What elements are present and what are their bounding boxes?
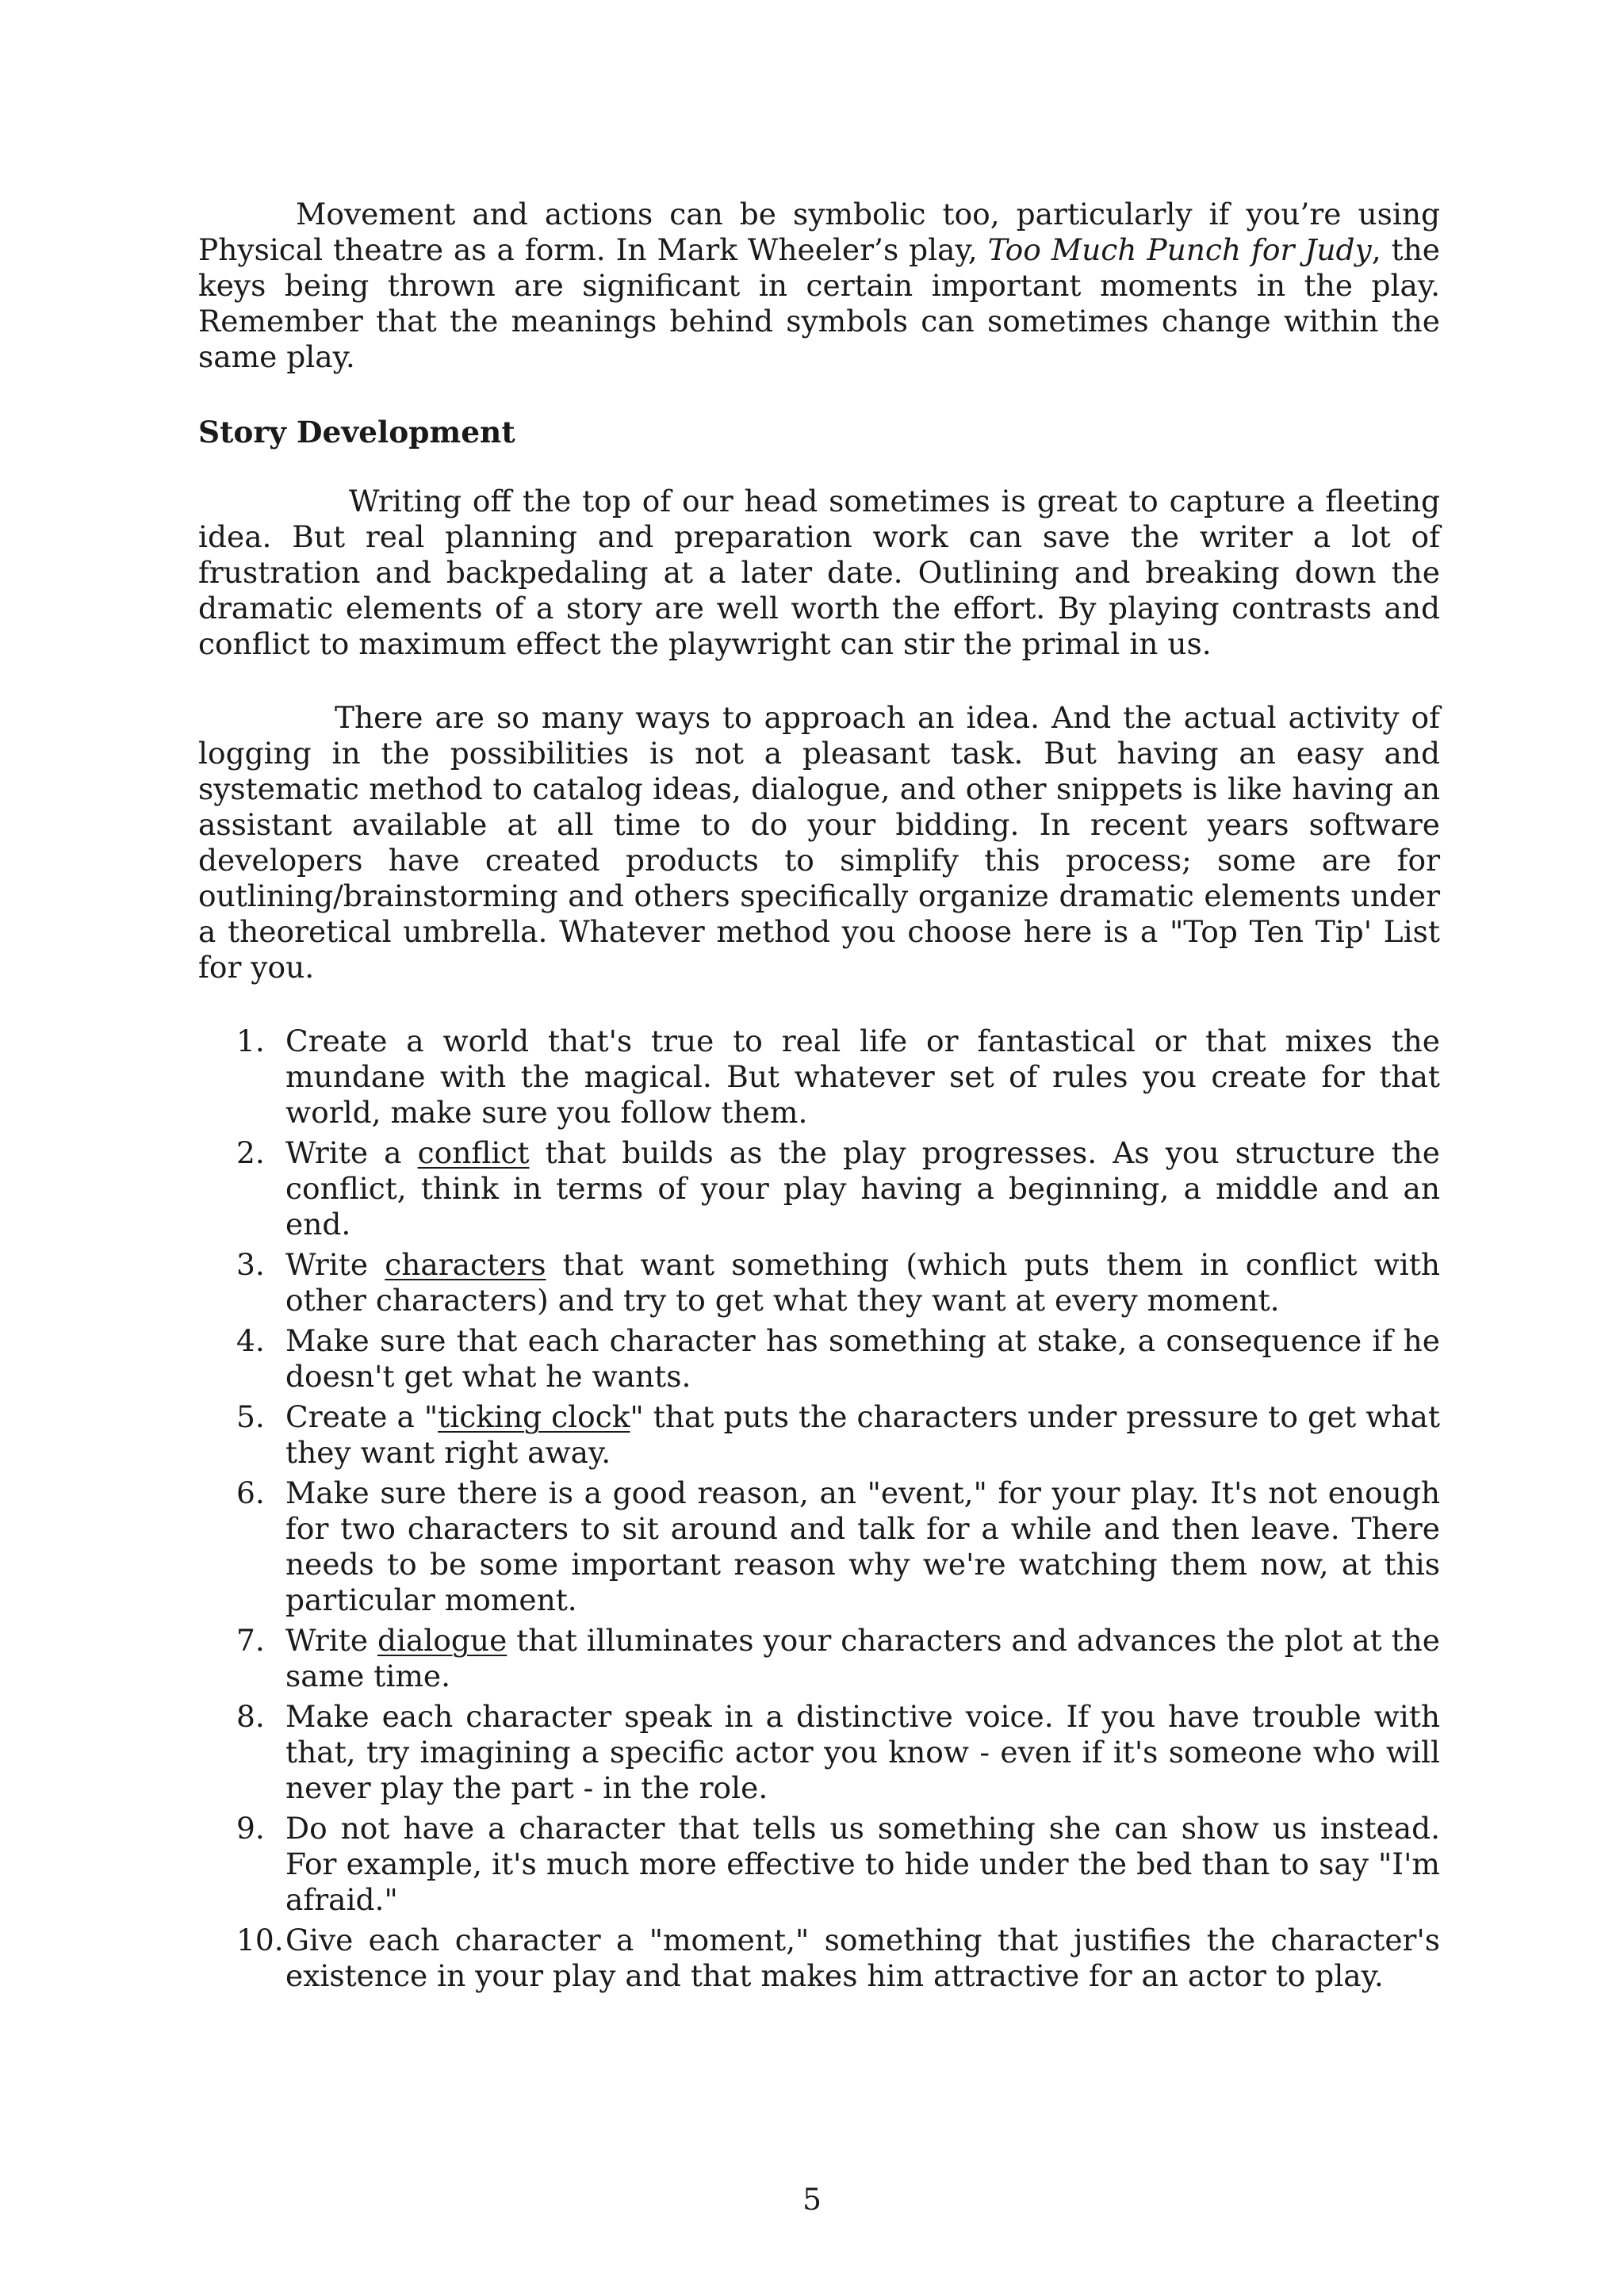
list-item-number: 9.: [236, 1811, 265, 1846]
intro-text-end: , the keys being thrown are significant in certain important moments in the play. Remember that the meanings behind symbols can sometimes change within the same play.: [198, 232, 1440, 374]
list-item-number: 8.: [236, 1699, 265, 1734]
list-item-text: Write: [285, 1247, 385, 1282]
list-item-number: 5.: [236, 1399, 265, 1434]
list-item-text: Give each character a "moment," something that justifies the character's existence in your play and that makes him attractive for an actor to play.: [285, 1923, 1440, 1993]
list-item-number: 3.: [236, 1247, 265, 1282]
list-item: [198, 1475, 1440, 1618]
list-spacer: [198, 985, 1440, 1024]
list-item-number: 2.: [236, 1135, 265, 1170]
list-item: [198, 1623, 1440, 1694]
list-item: [198, 1024, 1440, 1131]
top-ten-tips-list: [198, 1024, 1440, 1994]
list-item-text: Create a ": [285, 1399, 439, 1434]
list-item: [198, 1399, 1440, 1471]
list-item-text: Do not have a character that tells us something she can show us instead. For example, it's much more effective to hide under the bed than to say "I'm afraid.": [285, 1811, 1440, 1917]
list-item-number: 1.: [236, 1024, 265, 1058]
document-page: [198, 197, 1440, 1999]
list-item: [198, 1699, 1440, 1806]
page-number: 5: [802, 2182, 822, 2217]
list-item-text: that illuminates your characters and advances the plot at the same time.: [285, 1623, 1440, 1693]
play-title: Too Much Punch for Judy: [987, 232, 1372, 267]
list-item-text: Write: [285, 1623, 377, 1658]
list-item-text: Make sure that each character has something at stake, a consequence if he doesn't get what he wants.: [285, 1323, 1440, 1394]
list-item-number: 10.: [236, 1923, 284, 1957]
link-conflict[interactable]: conflict: [417, 1135, 530, 1170]
list-item: [198, 1811, 1440, 1918]
paragraph-spacer: [198, 662, 1440, 700]
list-item-text: " that puts the characters under pressure to get what they want right away.: [285, 1399, 1440, 1470]
list-item-text: Write a: [285, 1135, 418, 1170]
list-item-text: Create a world that's true to real life or fantastical or that mixes the mundane with the magical. But whatever set of rules you create for that world, make sure you follow them.: [285, 1024, 1440, 1130]
list-item-text: Make each character speak in a distinctive voice. If you have trouble with that, try imagining a specific actor you know - even if it's someone who will never play the part - in the role.: [285, 1699, 1440, 1805]
story-paragraph-1: Writing off the top of our head sometimes is great to capture a fleeting idea. But real planning and preparation work can save the writer a lot of frustration and backpedaling at a later date. Outlining and breaking down the dramatic elements of a story are well worth the effort. By playing contrasts and conflict to maximum effect the playwright can stir the primal in us.: [198, 484, 1440, 661]
list-item-text: Make sure there is a good reason, an "event," for your play. It's not enough for two characters to sit around and talk for a while and then leave. There needs to be some important reason why we're watching them now, at this particular moment.: [285, 1475, 1440, 1617]
link-dialogue[interactable]: dialogue: [377, 1623, 508, 1658]
list-item-text: that builds as the play progresses. As you structure the conflict, think in terms of your play having a beginning, a middle and an end.: [285, 1135, 1440, 1242]
intro-text-start: Movement and actions can be symbolic too, particularly if you’re using Physical theatre as a form. In Mark Wheeler’s play,: [198, 197, 1440, 267]
link-ticking-clock[interactable]: ticking clock: [438, 1399, 630, 1434]
list-item: [198, 1247, 1440, 1318]
story-paragraph-2: There are so many ways to approach an idea. And the actual activity of logging in the possibilities is not a pleasant task. But having an easy and systematic method to catalog ideas, dialogue, and other snippets is like having an assistant available at all time to do your bidding. In recent years software developers have created products to simplify this process; some are for outlining/brainstorming and others specifically organize dramatic elements under a theoretical umbrella. Whatever method you choose here is a "Top Ten Tip' List for you.: [198, 700, 1440, 985]
intro-paragraph: [198, 197, 1440, 375]
link-characters[interactable]: characters: [385, 1247, 546, 1282]
list-item-number: 6.: [236, 1475, 265, 1510]
list-item-text: that want something (which puts them in conflict with other characters) and try to get what they want at every moment.: [285, 1247, 1440, 1318]
list-item: [198, 1323, 1440, 1395]
section-heading: Story Development: [198, 415, 515, 450]
list-item-number: 7.: [236, 1623, 265, 1658]
list-item-number: 4.: [236, 1323, 265, 1358]
list-item: [198, 1135, 1440, 1242]
list-item: [198, 1923, 1440, 1994]
